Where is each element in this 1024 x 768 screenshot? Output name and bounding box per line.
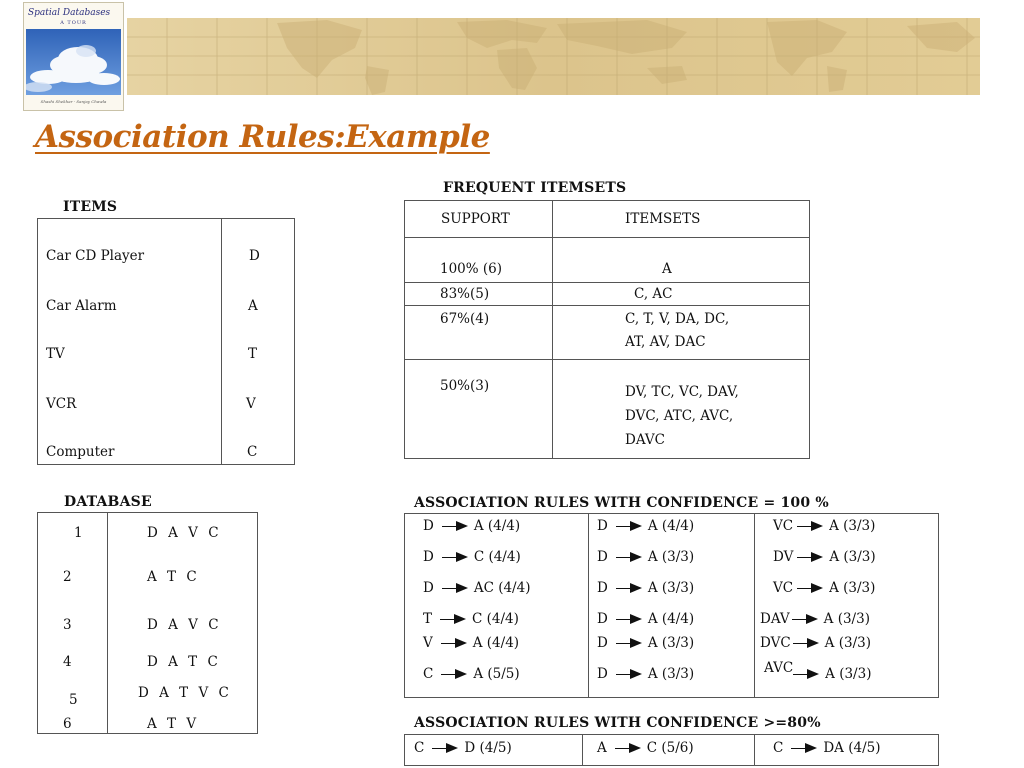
transaction-id: 6 — [63, 716, 72, 732]
arrow-icon — [616, 518, 642, 534]
association-rule — [773, 740, 880, 756]
rule-rhs: A (3/3) — [825, 666, 872, 682]
transaction-items: D A V C — [147, 617, 222, 633]
transaction-id: 4 — [63, 654, 72, 670]
itemset-list: A — [662, 261, 672, 277]
arrow-icon — [442, 549, 468, 565]
rule-lhs: VC — [773, 518, 794, 534]
itemsets-column-header: ITEMSETS — [625, 211, 701, 227]
association-rule — [760, 611, 870, 627]
association-rule — [760, 635, 871, 651]
arrow-icon — [793, 666, 819, 682]
itemset-list: AT, AV, DAC — [625, 334, 706, 350]
itemsets-row-line — [404, 359, 810, 360]
arrow-icon — [616, 635, 642, 651]
transaction-items: D A V C — [147, 525, 222, 541]
support-value: 50%(3) — [440, 378, 490, 394]
association-rule — [597, 611, 694, 627]
rule-lhs: T — [423, 611, 433, 627]
itemset-list: C, T, V, DA, DC, — [625, 311, 730, 327]
association-rule — [423, 549, 521, 565]
rule-lhs: AVC — [764, 660, 794, 676]
frequent-itemsets-table — [404, 200, 810, 459]
association-rule — [764, 660, 872, 682]
header-banner — [127, 18, 980, 95]
arrow-icon — [441, 666, 467, 682]
arrow-icon — [616, 666, 642, 682]
rule-rhs: A (3/3) — [823, 611, 870, 627]
support-value: 67%(4) — [440, 311, 490, 327]
rule-lhs: VC — [773, 580, 794, 596]
itemset-list: C, AC — [634, 286, 673, 302]
arrow-icon — [616, 580, 642, 596]
rule-rhs: A (4/4) — [647, 611, 695, 627]
support-column-header: SUPPORT — [441, 211, 510, 227]
database-heading: DATABASE — [64, 494, 152, 510]
transaction-id: 1 — [74, 525, 83, 541]
association-rule — [597, 580, 694, 596]
rules-col-divider — [582, 734, 583, 766]
arrow-icon — [442, 518, 468, 534]
rule-rhs: A (4/4) — [473, 518, 521, 534]
items-table-divider — [221, 218, 222, 465]
arrow-icon — [797, 549, 823, 565]
itemsets-col-divider — [552, 200, 553, 459]
rule-lhs: DV — [773, 549, 794, 565]
rule-lhs: D — [597, 611, 608, 627]
itemsets-row-line — [404, 305, 810, 306]
association-rule — [423, 518, 520, 534]
rule-rhs: A (3/3) — [829, 518, 876, 534]
rule-rhs: A (3/3) — [824, 635, 871, 651]
rule-lhs: C — [773, 740, 784, 756]
association-rule — [597, 666, 694, 682]
transaction-items: D A T V C — [138, 685, 232, 701]
rule-lhs: C — [414, 740, 425, 756]
rule-rhs: DA (4/5) — [823, 740, 881, 756]
arrow-icon — [797, 518, 823, 534]
arrow-icon — [442, 580, 468, 596]
rule-rhs: AC (4/4) — [473, 580, 531, 596]
transaction-id: 5 — [69, 692, 78, 708]
transaction-id: 2 — [63, 569, 72, 585]
rule-lhs: D — [597, 580, 608, 596]
rule-rhs: A (4/4) — [647, 518, 695, 534]
association-rule — [597, 518, 694, 534]
transaction-items: A T C — [147, 569, 200, 585]
arrow-icon — [793, 635, 819, 651]
rule-rhs: A (3/3) — [647, 635, 695, 651]
rule-rhs: A (5/5) — [473, 666, 520, 682]
book-cover-logo — [23, 2, 124, 111]
item-name: Car Alarm — [46, 298, 117, 314]
book-subtitle: A TOUR — [60, 20, 87, 26]
association-rule — [773, 518, 875, 534]
rule-lhs: V — [423, 635, 433, 651]
support-value: 100% (6) — [440, 261, 503, 277]
arrow-icon — [441, 635, 467, 651]
itemset-list: DV, TC, VC, DAV, — [625, 384, 739, 400]
page-title: Association Rules:Example — [35, 119, 490, 155]
transaction-items: A T V — [147, 716, 200, 732]
item-code: T — [248, 346, 258, 362]
rule-lhs: D — [597, 549, 608, 565]
rule-lhs: DVC — [760, 635, 791, 651]
arrow-icon — [432, 740, 458, 756]
arrow-icon — [791, 740, 817, 756]
world-map-graphic — [127, 18, 980, 95]
rules-col-divider — [754, 513, 755, 698]
item-name: TV — [46, 346, 65, 362]
book-title: Spatial Databases — [28, 8, 111, 18]
rule-rhs: A (4/4) — [472, 635, 520, 651]
arrow-icon — [792, 611, 818, 627]
item-code: A — [248, 298, 258, 314]
rule-rhs: A (3/3) — [829, 549, 876, 565]
association-rule — [773, 549, 876, 565]
arrow-icon — [440, 611, 466, 627]
database-col-divider — [107, 512, 108, 734]
rule-rhs: A (3/3) — [647, 549, 695, 565]
itemsets-row-line — [404, 282, 810, 283]
arrow-icon — [616, 611, 642, 627]
association-rule — [423, 611, 519, 627]
book-authors: Shashi Shekhar - Sanjay Chawla — [40, 99, 107, 104]
association-rule — [414, 740, 512, 756]
rule-lhs: D — [597, 666, 608, 682]
rule-lhs: D — [423, 518, 434, 534]
rule-rhs: A (3/3) — [647, 580, 695, 596]
item-code: D — [249, 248, 260, 264]
arrow-icon — [615, 740, 641, 756]
item-name: Car CD Player — [46, 248, 145, 264]
rule-rhs: C (4/4) — [473, 549, 521, 565]
transaction-items: D A T C — [147, 654, 221, 670]
transaction-id: 3 — [63, 617, 72, 633]
arrow-icon — [616, 549, 642, 565]
rule-lhs: D — [597, 635, 608, 651]
support-value: 83%(5) — [440, 286, 490, 302]
rule-rhs: C (5/6) — [646, 740, 694, 756]
association-rule — [773, 580, 875, 596]
rule-rhs: A (3/3) — [647, 666, 695, 682]
rule-lhs: A — [597, 740, 607, 756]
association-rule — [597, 740, 694, 756]
association-rule — [423, 635, 519, 651]
item-code: C — [247, 444, 258, 460]
itemset-list: DAVC — [625, 432, 665, 448]
frequent-itemsets-heading: FREQUENT ITEMSETS — [443, 180, 627, 196]
rules-80-heading: ASSOCIATION RULES WITH CONFIDENCE >=80% — [414, 715, 821, 731]
cloud-sky-image — [26, 29, 121, 95]
rule-rhs: C (4/4) — [472, 611, 519, 627]
rule-lhs: DAV — [760, 611, 790, 627]
item-name: VCR — [46, 396, 77, 412]
association-rule — [597, 549, 694, 565]
rule-rhs: D (4/5) — [464, 740, 512, 756]
itemsets-row-line — [404, 237, 810, 238]
rules-col-divider — [754, 734, 755, 766]
rule-lhs: D — [423, 549, 434, 565]
arrow-icon — [797, 580, 823, 596]
item-code: V — [246, 396, 256, 412]
items-heading: ITEMS — [63, 199, 118, 215]
association-rule — [423, 580, 530, 596]
association-rule — [597, 635, 694, 651]
rules-col-divider — [588, 513, 589, 698]
rule-lhs: D — [597, 518, 608, 534]
rule-lhs: C — [423, 666, 434, 682]
rule-lhs: D — [423, 580, 434, 596]
association-rule — [423, 666, 520, 682]
itemset-list: DVC, ATC, AVC, — [625, 408, 734, 424]
item-name: Computer — [46, 444, 115, 460]
rule-rhs: A (3/3) — [829, 580, 876, 596]
rules-100-heading: ASSOCIATION RULES WITH CONFIDENCE = 100 % — [414, 495, 829, 511]
